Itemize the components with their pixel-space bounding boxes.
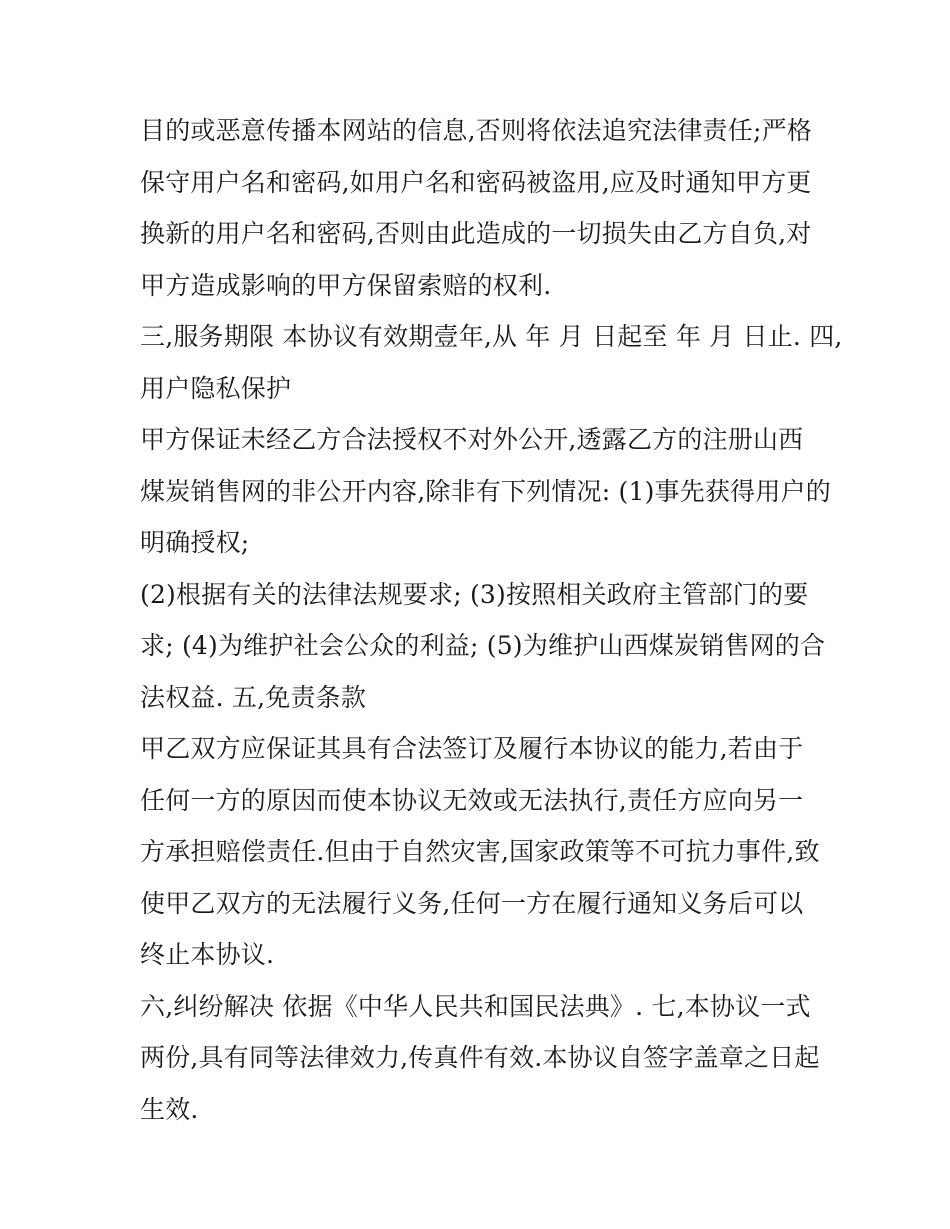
text-line: 方承担赔偿责任.但由于自然灾害,国家政策等不可抗力事件,致 [140, 837, 820, 866]
text-line: 求; (4)为维护社会公众的利益; (5)为维护山西煤炭销售网的合 [140, 631, 826, 660]
text-line: 使甲乙双方的无法履行义务,任何一方在履行通知义务后可以 [140, 888, 804, 918]
text-line: 两份,具有同等法律效力,传真件有效.本协议自签字盖章之日起 [140, 1043, 820, 1072]
text-line: 甲乙双方应保证其具有合法签订及履行本协议的能力,若由于 [140, 734, 804, 763]
text-line: 甲方造成影响的甲方保留索赔的权利. [140, 270, 552, 300]
text-line: 换新的用户名和密码,否则由此造成的一切损失由乙方自负,对 [140, 219, 812, 248]
text-line: 甲方保证未经乙方合法授权不对外公开,透露乙方的注册山西 [140, 425, 804, 454]
text-line: 保守用户名和密码,如用户名和密码被盗用,应及时通知甲方更 [140, 167, 812, 197]
text-line: (2)根据有关的法律法规要求; (3)按照相关政府主管部门的要 [140, 579, 809, 609]
text-line: 目的或恶意传播本网站的信息,否则将依法追究法律责任;严格 [140, 116, 812, 145]
text-line: 任何一方的原因而使本协议无效或无法执行,责任方应向另一 [140, 785, 804, 815]
section-heading-line: 六,纠纷解决 依据《中华人民共和国民法典》. 七,本协议一式 [140, 991, 811, 1021]
text-line: 生效. [140, 1094, 199, 1124]
text-line: 煤炭销售网的非公开内容,除非有下列情况: (1)事先获得用户的 [140, 476, 831, 506]
section-heading-line: 法权益. 五,免责条款 [140, 682, 367, 712]
text-line: 终止本协议. [140, 940, 275, 969]
section-heading-line: 三,服务期限 本协议有效期壹年,从 年 月 日起至 年 月 日止. 四, [140, 322, 843, 351]
section-heading-line: 用户隐私保护 [140, 373, 292, 403]
text-line: 明确授权; [140, 528, 250, 557]
document-body [140, 105, 843, 1135]
